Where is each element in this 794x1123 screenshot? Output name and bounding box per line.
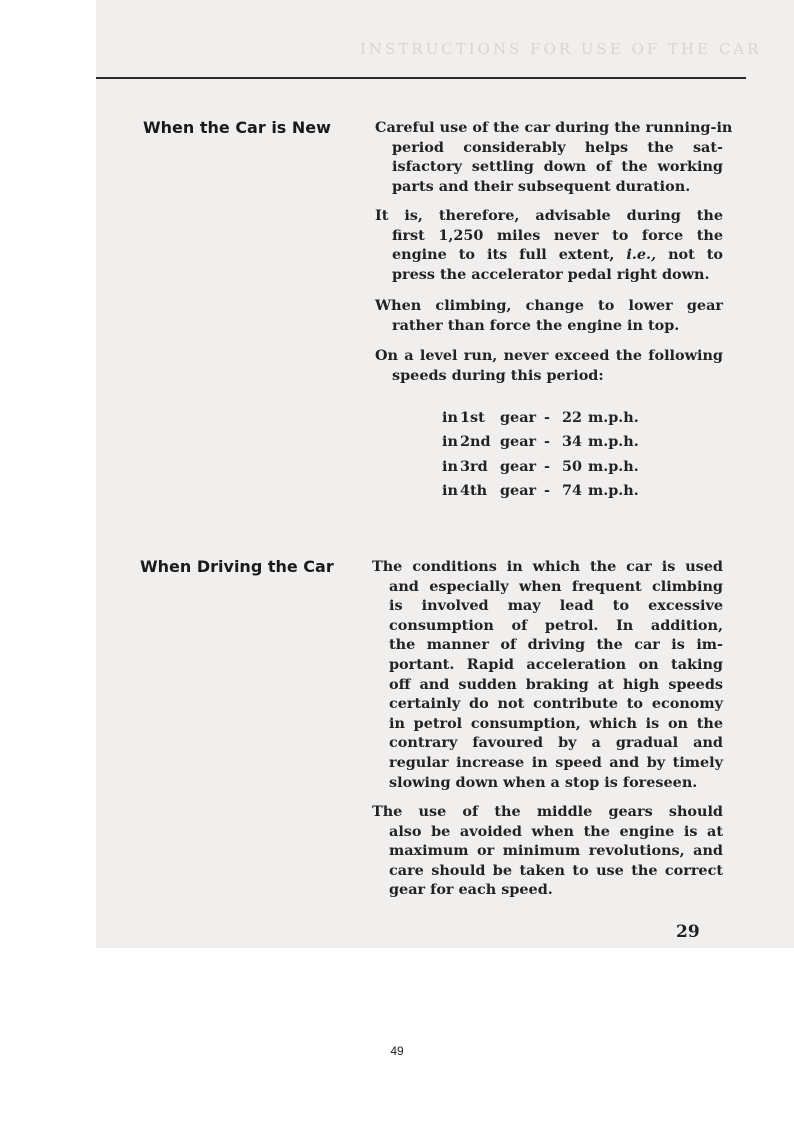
paragraph-first-miles: [375, 206, 723, 284]
document-page-number: 49: [390, 1044, 404, 1058]
gear-prefix: in: [442, 481, 458, 499]
text-line: period considerably helps the sat-: [392, 138, 723, 156]
text-line: gear for each speed.: [389, 881, 553, 899]
paragraph-level-run: [375, 346, 723, 385]
text-line: Careful use of the car during the running-in: [375, 119, 733, 136]
gear-speed: 34: [562, 433, 583, 451]
gear-prefix: in: [442, 457, 458, 475]
paragraph-middle-gears: [372, 802, 723, 900]
gear-unit: m.p.h.: [588, 481, 639, 499]
text-line: On a level run, never exceed the following: [375, 347, 723, 364]
gear-number: 4th: [460, 481, 488, 499]
gear-sep: -: [544, 409, 550, 426]
gear-prefix: in: [442, 409, 458, 426]
text-line: It is, therefore, advisable during the: [375, 207, 723, 224]
text-line: certainly do not contribute to economy: [389, 695, 723, 713]
text-line: care should be taken to use the correct: [389, 861, 723, 879]
header-rule: [96, 77, 746, 79]
gear-number: 3rd: [460, 457, 488, 475]
section-heading-new-car: When the Car is New: [143, 118, 331, 137]
italic-ie: i.e.,: [626, 246, 657, 264]
text-line: off and sudden braking at high speeds: [389, 675, 723, 693]
gear-word: gear: [500, 433, 537, 451]
paragraph-running-in: [375, 118, 733, 196]
text-line: parts and their subsequent duration.: [392, 177, 691, 195]
text-line: the manner of driving the car is im-: [389, 636, 723, 654]
gear-prefix: in: [442, 433, 458, 451]
text-line: and especially when frequent climbing: [389, 577, 723, 595]
gear-row: [442, 479, 639, 503]
text-line-ie: [375, 245, 723, 265]
text-line: isfactory settling down of the working: [392, 158, 723, 176]
gear-word: gear: [500, 481, 537, 499]
text-line: maximum or minimum revolutions, and: [389, 842, 723, 860]
text-line: first 1,250 miles never to force the: [392, 226, 723, 244]
text-line: The use of the middle gears should: [372, 803, 723, 820]
text-fragment: engine to its full extent,: [392, 246, 615, 264]
text-line: consumption of petrol. In addition,: [389, 616, 723, 634]
gear-speed: 50: [562, 457, 583, 475]
gear-word: gear: [500, 409, 537, 426]
gear-sep: -: [544, 457, 550, 475]
bleed-through-header: INSTRUCTIONS FOR USE OF THE CAR: [360, 40, 762, 58]
text-line: in petrol consumption, which is on the: [389, 714, 723, 732]
paragraph-climbing: [375, 296, 723, 335]
text-line: portant. Rapid acceleration on taking: [389, 655, 723, 673]
paragraph-conditions: [372, 557, 723, 792]
gear-word: gear: [500, 457, 537, 475]
text-line: When climbing, change to lower gear: [375, 297, 723, 314]
gear-row: [442, 406, 639, 430]
text-line: The conditions in which the car is used: [372, 558, 723, 575]
gear-row: [442, 455, 639, 479]
gear-unit: m.p.h.: [588, 409, 639, 426]
section-heading-driving: When Driving the Car: [140, 557, 334, 576]
gear-number: 2nd: [460, 433, 491, 451]
text-line: regular increase in speed and by timely: [389, 753, 723, 771]
text-line: rather than force the engine in top.: [392, 316, 680, 334]
gear-speed: 74: [562, 481, 583, 499]
text-line: is involved may lead to excessive: [389, 597, 723, 615]
book-page-number: 29: [676, 922, 700, 942]
text-fragment: not to: [668, 246, 724, 264]
gear-number: 1st: [460, 409, 485, 426]
gear-sep: -: [544, 481, 550, 499]
gear-sep: -: [544, 433, 550, 451]
gear-speed: 22: [562, 409, 583, 426]
text-line: also be avoided when the engine is at: [389, 822, 723, 840]
text-line: contrary favoured by a gradual and: [389, 734, 723, 752]
text-line: press the accelerator pedal right down.: [392, 265, 710, 283]
gear-unit: m.p.h.: [588, 433, 639, 451]
text-line: slowing down when a stop is foreseen.: [389, 773, 698, 791]
gear-unit: m.p.h.: [588, 457, 639, 475]
text-line: speeds during this period:: [392, 366, 604, 384]
gear-row: [442, 430, 639, 454]
gear-speed-table: [442, 406, 639, 503]
